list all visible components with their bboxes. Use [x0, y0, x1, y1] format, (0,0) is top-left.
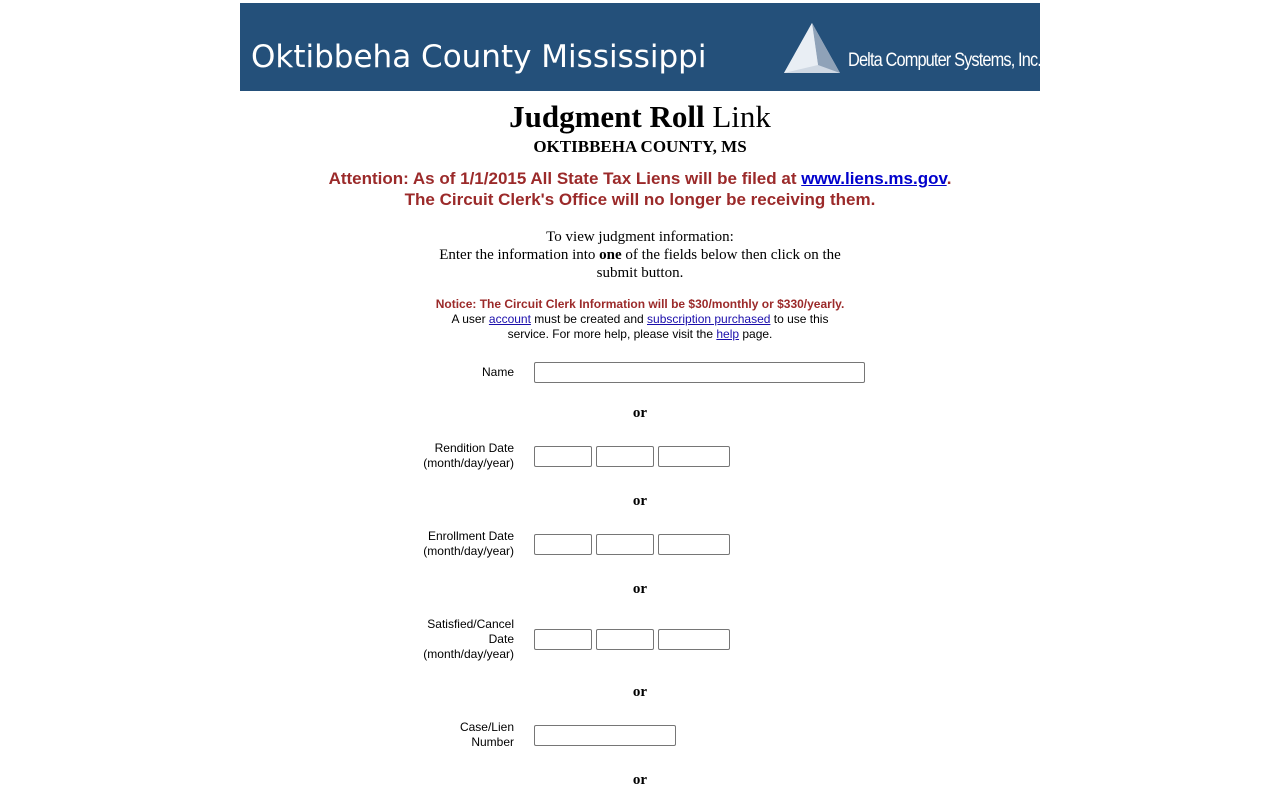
rendition-date-label-text: Rendition Date [434, 441, 514, 455]
attention-line1-prefix: Attention: As of 1/1/2015 All State Tax Liens will be filed at [328, 169, 802, 188]
satisfied-date-label-text-2: Date [488, 632, 514, 646]
notice-text-1: A user [451, 312, 489, 326]
case-number-label [314, 720, 514, 750]
account-link[interactable]: account [488, 312, 531, 326]
instructions-line1: To view judgment information: [546, 229, 734, 245]
name-label: Name [481, 365, 514, 379]
enrollment-date-format: (month/day/year) [423, 544, 514, 558]
instructions [0, 228, 1280, 282]
or-separator: or [632, 684, 648, 700]
instructions-line3: submit button. [596, 265, 684, 281]
notice-text-2: must be created and [530, 312, 648, 326]
or-separator: or [632, 772, 648, 788]
enrollment-year-input[interactable] [658, 534, 730, 555]
satisfied-day-input[interactable] [596, 629, 654, 650]
county-title: Oktibbeha County Mississippi [251, 39, 707, 75]
page-title-light: Link [712, 99, 771, 134]
page-subtitle: OKTIBBEHA COUNTY, MS [533, 137, 747, 156]
help-link[interactable]: help [716, 327, 740, 341]
satisfied-year-input[interactable] [658, 629, 730, 650]
notice-text-5: page. [739, 327, 773, 341]
instructions-line2-prefix: Enter the information into [439, 247, 600, 263]
rendition-month-input[interactable] [534, 446, 592, 467]
subscription-link[interactable]: subscription purchased [647, 312, 771, 326]
or-separator: or [632, 493, 648, 509]
rendition-date-label [314, 441, 514, 471]
satisfied-date-label-text-1: Satisfied/Cancel [427, 617, 514, 631]
attention-message [0, 168, 1280, 210]
delta-logo-icon [782, 21, 842, 77]
instructions-line2-bold: one [599, 247, 622, 263]
rendition-date-format: (month/day/year) [423, 456, 514, 470]
name-input[interactable] [534, 362, 865, 383]
attention-line1-suffix: . [946, 169, 952, 188]
notice [0, 297, 1280, 342]
attention-line2: The Circuit Clerk's Office will no longer be receiving them. [404, 190, 876, 209]
enrollment-month-input[interactable] [534, 534, 592, 555]
satisfied-date-format: (month/day/year) [423, 647, 514, 661]
case-number-label-text-2: Number [471, 735, 514, 749]
notice-pricing: Notice: The Circuit Clerk Information will be $30/monthly or $330/yearly. [435, 297, 845, 311]
or-separator: or [632, 581, 648, 597]
satisfied-date-label [314, 617, 514, 662]
notice-text-4: service. For more help, please visit the [507, 327, 717, 341]
enrollment-date-label-text: Enrollment Date [427, 529, 514, 543]
enrollment-date-label [314, 529, 514, 559]
instructions-line2-suffix: of the fields below then click on the [621, 247, 841, 263]
notice-text-3: to use this [770, 312, 829, 326]
page-title [0, 99, 1280, 135]
site-banner [240, 3, 1040, 91]
rendition-day-input[interactable] [596, 446, 654, 467]
page-title-bold: Judgment Roll [509, 99, 705, 134]
rendition-year-input[interactable] [658, 446, 730, 467]
satisfied-month-input[interactable] [534, 629, 592, 650]
enrollment-day-input[interactable] [596, 534, 654, 555]
liens-link[interactable]: www.liens.ms.gov [801, 169, 947, 188]
or-separator: or [632, 405, 648, 421]
case-number-input[interactable] [534, 725, 676, 746]
case-number-label-text-1: Case/Lien [459, 720, 514, 734]
company-name: Delta Computer Systems, Inc. [848, 50, 1041, 71]
